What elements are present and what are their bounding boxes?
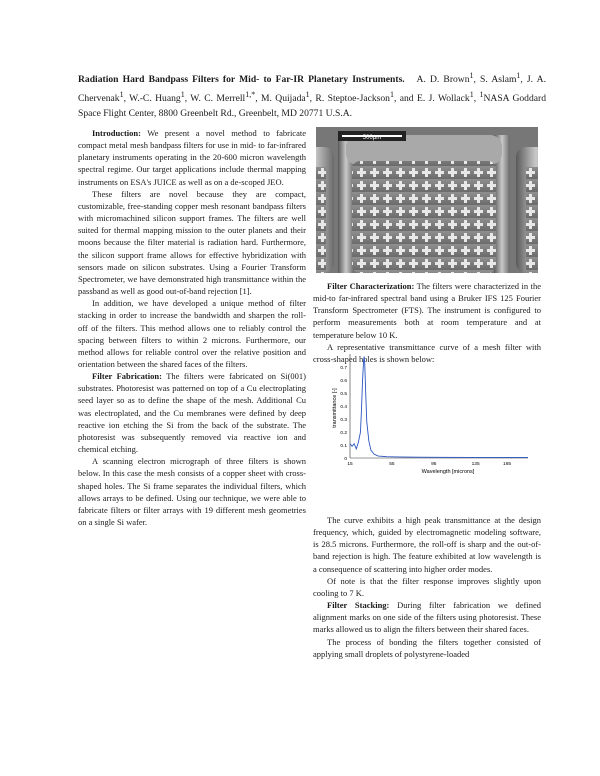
x-axis-label: Wavelength [microns] — [421, 469, 475, 475]
fabrication-paragraph-2: A scanning electron micrograph of three filters is shown below. In this case the mesh consists of a copper sheet with cross-shaped holes. The Si frame separates the individual filters, which allows arrays to be defined. Using our technique, we were able to fabricate filters or filter arrays with 19 different mesh geometries on a single Si wafer. — [78, 456, 306, 527]
intro-heading: Introduction: — [92, 128, 141, 138]
characterization-heading: Filter Characterization: — [327, 281, 415, 291]
y-tick-label: 0.6 — [340, 379, 347, 384]
stacking-heading: Filter Stacking: — [327, 600, 390, 611]
y-tick-label: 0 — [344, 457, 347, 462]
paper-header — [78, 69, 546, 121]
y-tick-label: 0.1 — [340, 444, 347, 449]
fabrication-paragraph-1: Filter Fabrication: The filters were fabricated on Si(001) substrates. Photoresist was patterned on top of a Cu electroplating seed layer so as to define the shape of the mesh. Additional Cu was electroplated, and the Cu membranes were defined by deep reactive ion etching the Si from the back of the substrate. The photoresist was subsequently removed via reactive ion and chemical etching. — [78, 371, 306, 455]
chart-svg — [330, 350, 530, 475]
y-tick-label: 0.4 — [340, 405, 347, 410]
y-tick-label: 0.7 — [340, 366, 347, 371]
result-paragraph-1: The curve exhibits a high peak transmittance at the design frequency, which, guided by electromagnetic modeling software, is 28.5 microns. Furthermore, the roll-off is sharp and the out-of-band rejection is high. The feature exhibited at low wavelength is a consequence of scattering into higher order modes. — [313, 515, 541, 574]
fabrication-heading: Filter Fabrication: — [92, 371, 162, 382]
y-axis-label: transmittance [-] — [332, 388, 338, 428]
stacking-paragraph-2: The process of bonding the filters together consisted of applying small droplets of polystyrene-loaded — [313, 636, 541, 659]
transmittance-series-line — [350, 357, 528, 458]
y-tick-label: 0.2 — [340, 431, 347, 436]
characterization-paragraph-1: Filter Characterization: The filters were characterized in the mid-to far-infrared spectral band using a Bruker IFS 125 Fourier Transform Spectrometer (FTS). The instrument is configured to perform measurements both at room temperature and at temperature below 10 K. — [313, 281, 541, 340]
intro-paragraph-2: These filters are novel because they are compact, customizable, free-standing copper mesh resonant bandpass filters with micromachined silicon support frames. The filters are well suited for thermal mapping mission to the outer planets and their moons because the filter material is radiation hard. Furthermore, the silicon support frame allows for effective hybridization with sensors made on silicon substrates. Using a Fourier Transform Spectrometer, we have demonstrated high transmittance within the passband as well as good out-of-band rejection [1]. — [78, 188, 306, 297]
author-list: A. D. Brown$^1$, S. Aslam$^1$, J. A. Chervenak$^1$, W.-C. Huang$^1$, W. C. Merrell$^{1,*}$, M. Quijada$^1$, R. Steptoe-Jackson$^1$, and E. J. Wollack$^1$, $^1$NASA Goddard Space Flight Center, 8800 Greenbelt Rd., Greenbelt, MD 20771 U.S.A. — [78, 71, 547, 119]
stacking-paragraph-1: Filter Stacking: During filter fabrication we defined alignment marks on one side of the filters using photoresist. These marks allowed us to align the filters between their shared faces. — [313, 600, 542, 635]
intro-paragraph-3: In addition, we have developed a unique method of filter stacking in order to increase the bandwidth and sharpen the roll-off of the filters. This method allows one to reliably control the spacing between filters to within 2 microns. Furthermore, our method allows for reliable control over the relative position and orientation between the shared faces of the filters. — [78, 298, 306, 369]
y-tick-label: 0.3 — [340, 418, 347, 423]
result-paragraph-2: Of note is that the filter response improves slightly upon cooling to 7 K. — [313, 575, 541, 598]
right-column-bottom — [313, 514, 541, 660]
y-tick-label: 0.5 — [340, 392, 347, 397]
transmittance-chart — [330, 350, 530, 475]
x-tick-label: 95 — [431, 462, 437, 467]
affiliation: NASA Goddard Space Flight Center, 8800 Greenbelt Rd., Greenbelt, MD 20771 U.S.A. — [78, 92, 547, 119]
sem-micrograph — [316, 127, 538, 273]
paper-title: Radiation Hard Bandpass Filters for Mid- to Far-IR Planetary Instruments. — [78, 74, 405, 86]
x-tick-label: 135 — [471, 462, 480, 467]
left-column — [78, 127, 306, 528]
sem-image — [316, 127, 538, 273]
characterization-paragraph-2: A representative transmittance curve of a mesh filter with cross-shaped holes is shown below: — [313, 341, 541, 364]
x-tick-label: 15 — [347, 462, 353, 467]
intro-paragraph-1: Introduction: We present a novel method to fabricate compact metal mesh bandpass filters for use in mid- to far-infrared planetary instruments operating in the 20-600 micron wavelength spectral regime. Our target applications include thermal mapping instruments on ESA's JUICE as well as on a de-scoped JEO. — [78, 128, 306, 187]
x-tick-label: 165 — [503, 462, 512, 467]
scale-bar-label: 500µm — [362, 135, 382, 141]
x-tick-label: 55 — [389, 462, 395, 467]
